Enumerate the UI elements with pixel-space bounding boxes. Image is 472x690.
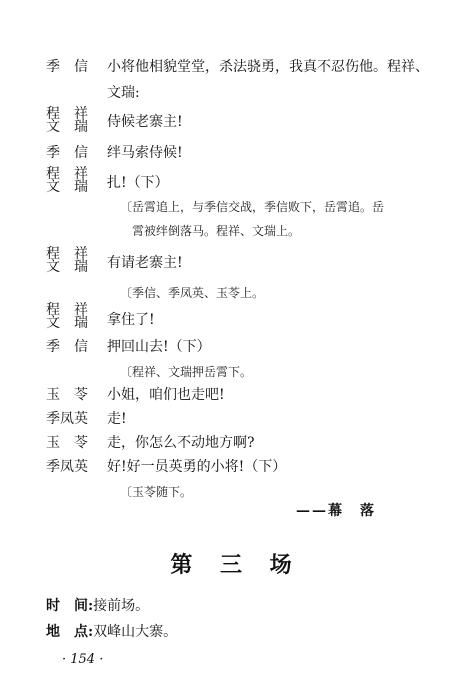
scene-place bbox=[46, 622, 177, 642]
speaker-label: 季凤英 bbox=[46, 459, 88, 475]
speaker-label: 玉 苓 bbox=[46, 435, 88, 451]
dialogue-text: 押回山去!（下） bbox=[107, 339, 211, 355]
dialogue-text: 小将他相貌堂堂，杀法骁勇，我真不忍伤他。程祥、文瑞: bbox=[107, 59, 429, 101]
dialogue-text: 好!好一员英勇的小将!（下） bbox=[107, 459, 287, 475]
meta-key: 时 间: bbox=[46, 598, 94, 614]
speaker-label: 季 信 bbox=[46, 339, 88, 355]
stage-direction-text: 〔程祥、文瑞押岳霄下。 bbox=[120, 365, 253, 379]
stage-direction-text: 〔季信、季凤英、玉苓上。 bbox=[120, 286, 265, 300]
curtain-falls: ——幕 落 bbox=[296, 503, 376, 519]
dialogue-text: 走，你怎么不动地方啊? bbox=[107, 435, 255, 451]
dialogue-text: 有请老寨主! bbox=[107, 255, 183, 271]
dialogue-text: 小姐，咱们也走吧! bbox=[107, 387, 225, 403]
speaker-label: 文 瑞 bbox=[46, 315, 88, 331]
speaker-label: 程 祥 bbox=[46, 246, 88, 262]
stage-direction-text: 〔岳霄追上，与季信交战，季信败下，岳霄追。岳 bbox=[120, 200, 385, 214]
speaker-label-pair bbox=[46, 304, 98, 330]
meta-value: 双峰山大寨。 bbox=[93, 624, 178, 640]
speaker-label: 季 信 bbox=[46, 59, 88, 75]
speaker-label-pair bbox=[46, 108, 98, 134]
stage-direction-text: 〔玉苓随下。 bbox=[120, 485, 193, 499]
speaker-label-pair bbox=[46, 248, 98, 274]
meta-value: 接前场。 bbox=[93, 598, 150, 614]
speaker-label: 程 祥 bbox=[46, 166, 88, 182]
speaker-label: 文 瑞 bbox=[46, 119, 88, 135]
scene-title: 第 三 场 bbox=[170, 552, 302, 578]
speaker-label: 文 瑞 bbox=[46, 259, 88, 275]
speaker-label: 季 信 bbox=[46, 145, 88, 161]
speaker-label-pair bbox=[46, 168, 98, 194]
speaker-label: 文 瑞 bbox=[46, 179, 88, 195]
stage-direction-text: 霄被绊倒落马。程祥、文瑞上。 bbox=[132, 224, 301, 238]
dialogue-text: 走! bbox=[107, 411, 127, 427]
meta-key: 地 点: bbox=[46, 624, 94, 640]
dialogue-text: 拿住了! bbox=[107, 312, 155, 328]
page-number: · 154 · bbox=[62, 652, 104, 667]
speaker-label: 玉 苓 bbox=[46, 387, 88, 403]
dialogue-text: 侍候老寨主! bbox=[107, 114, 183, 130]
speaker-label: 程 祥 bbox=[46, 302, 88, 318]
speaker-label: 程 祥 bbox=[46, 106, 88, 122]
dialogue-text: 绊马索侍候! bbox=[107, 145, 183, 161]
speaker-label: 季凤英 bbox=[46, 411, 88, 427]
scene-time bbox=[46, 596, 149, 616]
dialogue-text: 扎!（下） bbox=[107, 175, 169, 191]
